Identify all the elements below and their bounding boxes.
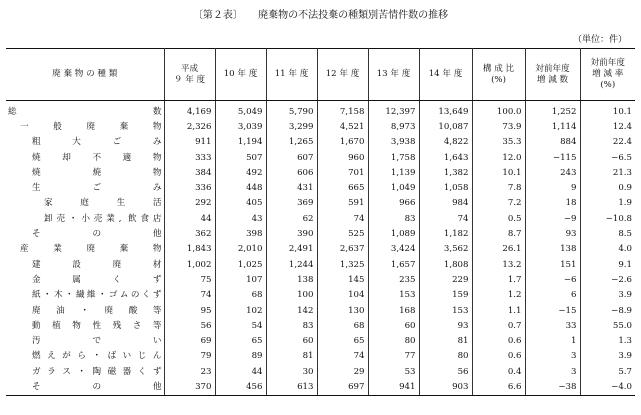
cell-change: 9 <box>525 180 580 195</box>
table-title-text: 廃棄物の不法投棄の種類別苦情件数の推移 <box>258 10 449 21</box>
cell-change: 33 <box>525 318 580 333</box>
cell-h14: 1,058 <box>419 180 472 195</box>
row-label: 家 庭 生 活 <box>6 196 164 211</box>
cell-h11: 138 <box>266 272 317 287</box>
col-h9: 平成 ９ 年 度 <box>164 49 215 101</box>
cell-h10: 405 <box>215 196 266 211</box>
cell-change: −6 <box>525 272 580 287</box>
table-row <box>6 333 635 348</box>
cell-rate: −6.5 <box>580 150 635 165</box>
cell-share: 26.1 <box>472 242 525 257</box>
cell-share: 0.5 <box>472 211 525 226</box>
row-label: 動 植 物 性 残 さ 等 <box>6 318 164 333</box>
table-row <box>6 288 635 303</box>
cell-h12: 65 <box>317 333 368 348</box>
row-label: 金 属 く ず <box>6 272 164 287</box>
cell-h9: 75 <box>164 272 215 287</box>
cell-h10: 68 <box>215 288 266 303</box>
table-row <box>6 257 635 272</box>
table-title <box>0 6 641 21</box>
cell-h12: 1,670 <box>317 135 368 150</box>
cell-change: −38 <box>525 379 580 395</box>
table-row <box>6 226 635 241</box>
cell-h10: 492 <box>215 165 266 180</box>
cell-h12: 4,521 <box>317 119 368 134</box>
cell-h11: 390 <box>266 226 317 241</box>
row-label: 粗 大 ご み <box>6 135 164 150</box>
cell-share: 0.6 <box>472 349 525 364</box>
unit-note: （単位：件） <box>572 35 627 45</box>
cell-h14: 74 <box>419 211 472 226</box>
col-h12: 12 年 度 <box>317 49 368 101</box>
table-row <box>6 379 635 395</box>
cell-rate: 12.4 <box>580 119 635 134</box>
cell-change: 18 <box>525 196 580 211</box>
cell-change: −9 <box>525 211 580 226</box>
table-row <box>6 196 635 211</box>
cell-h13: 3,938 <box>368 135 419 150</box>
cell-h10: 102 <box>215 303 266 318</box>
cell-share: 10.1 <box>472 165 525 180</box>
cell-h12: 130 <box>317 303 368 318</box>
cell-rate: 3.9 <box>580 349 635 364</box>
cell-h13: 53 <box>368 364 419 379</box>
cell-share: 73.9 <box>472 119 525 134</box>
cell-rate: 9.1 <box>580 257 635 272</box>
col-share: 構 成 比 (%) <box>472 49 525 101</box>
table-row <box>6 180 635 195</box>
row-label: 総 数 <box>6 101 164 120</box>
cell-h12: 68 <box>317 318 368 333</box>
row-label: 建 設 廃 材 <box>6 257 164 272</box>
col-h14: 14 年 度 <box>419 49 472 101</box>
cell-h11: 607 <box>266 150 317 165</box>
cell-h13: 60 <box>368 318 419 333</box>
cell-h10: 3,039 <box>215 119 266 134</box>
cell-h10: 89 <box>215 349 266 364</box>
cell-h10: 65 <box>215 333 266 348</box>
cell-change: 3 <box>525 364 580 379</box>
col-h10: 10 年 度 <box>215 49 266 101</box>
cell-share: 0.6 <box>472 333 525 348</box>
cell-rate: −4.0 <box>580 379 635 395</box>
cell-rate: 22.4 <box>580 135 635 150</box>
table-row <box>6 364 635 379</box>
cell-change: 1,252 <box>525 101 580 120</box>
cell-h11: 83 <box>266 318 317 333</box>
cell-h10: 1,025 <box>215 257 266 272</box>
cell-h9: 79 <box>164 349 215 364</box>
cell-h12: 665 <box>317 180 368 195</box>
cell-h13: 8,973 <box>368 119 419 134</box>
row-label: 一 般 廃 棄 物 <box>6 119 164 134</box>
cell-h11: 62 <box>266 211 317 226</box>
cell-rate: −10.8 <box>580 211 635 226</box>
cell-h14: 1,808 <box>419 257 472 272</box>
cell-h13: 1,139 <box>368 165 419 180</box>
cell-h12: 960 <box>317 150 368 165</box>
table-row <box>6 349 635 364</box>
cell-rate: 8.5 <box>580 226 635 241</box>
col-h13: 13 年 度 <box>368 49 419 101</box>
cell-h14: 10,087 <box>419 119 472 134</box>
cell-rate: 10.1 <box>580 101 635 120</box>
cell-share: 0.4 <box>472 364 525 379</box>
cell-share: 7.8 <box>472 180 525 195</box>
cell-h10: 107 <box>215 272 266 287</box>
cell-h12: 74 <box>317 211 368 226</box>
cell-h14: 13,649 <box>419 101 472 120</box>
cell-h12: 1,325 <box>317 257 368 272</box>
table-row <box>6 101 635 120</box>
cell-h9: 370 <box>164 379 215 395</box>
row-label: ガ ラ ス ・ 陶 磁 器 く ず <box>6 364 164 379</box>
table-number: 〔第２表〕 <box>192 10 243 21</box>
cell-rate: 21.3 <box>580 165 635 180</box>
row-label: 焼 焼 物 <box>6 165 164 180</box>
row-label: 廃 油 ・ 廃 酸 等 <box>6 303 164 318</box>
cell-share: 100.0 <box>472 101 525 120</box>
cell-h10: 448 <box>215 180 266 195</box>
cell-h12: 2,637 <box>317 242 368 257</box>
cell-h14: 903 <box>419 379 472 395</box>
cell-h9: 44 <box>164 211 215 226</box>
row-label: そ の 他 <box>6 226 164 241</box>
cell-h10: 456 <box>215 379 266 395</box>
cell-h11: 5,790 <box>266 101 317 120</box>
cell-h11: 60 <box>266 333 317 348</box>
cell-h13: 1,657 <box>368 257 419 272</box>
cell-change: 884 <box>525 135 580 150</box>
cell-share: 1.7 <box>472 272 525 287</box>
table-row <box>6 119 635 134</box>
cell-h11: 142 <box>266 303 317 318</box>
cell-h11: 431 <box>266 180 317 195</box>
cell-h14: 4,822 <box>419 135 472 150</box>
cell-change: 138 <box>525 242 580 257</box>
cell-h14: 81 <box>419 333 472 348</box>
cell-share: 1.2 <box>472 288 525 303</box>
cell-h10: 43 <box>215 211 266 226</box>
cell-h13: 77 <box>368 349 419 364</box>
cell-h12: 701 <box>317 165 368 180</box>
cell-h12: 697 <box>317 379 368 395</box>
cell-change: 1,114 <box>525 119 580 134</box>
row-label: 焼 却 不 適 物 <box>6 150 164 165</box>
cell-h9: 2,326 <box>164 119 215 134</box>
cell-h13: 168 <box>368 303 419 318</box>
cell-h9: 911 <box>164 135 215 150</box>
cell-change: −15 <box>525 303 580 318</box>
cell-h13: 1,758 <box>368 150 419 165</box>
cell-h9: 4,169 <box>164 101 215 120</box>
cell-h9: 95 <box>164 303 215 318</box>
cell-h11: 369 <box>266 196 317 211</box>
cell-h9: 362 <box>164 226 215 241</box>
cell-change: 243 <box>525 165 580 180</box>
table-row <box>6 242 635 257</box>
cell-share: 12.0 <box>472 150 525 165</box>
cell-rate: 3.9 <box>580 288 635 303</box>
cell-h11: 100 <box>266 288 317 303</box>
cell-h11: 1,244 <box>266 257 317 272</box>
cell-share: 0.7 <box>472 318 525 333</box>
cell-h10: 44 <box>215 364 266 379</box>
cell-h12: 74 <box>317 349 368 364</box>
cell-rate: 5.7 <box>580 364 635 379</box>
cell-share: 13.2 <box>472 257 525 272</box>
cell-h13: 966 <box>368 196 419 211</box>
row-label: 紙・木・繊維・ゴムのくず <box>6 288 164 303</box>
cell-h14: 153 <box>419 303 472 318</box>
cell-change: 1 <box>525 333 580 348</box>
cell-h12: 145 <box>317 272 368 287</box>
cell-share: 35.3 <box>472 135 525 150</box>
col-change: 対前年度 増 減 数 <box>525 49 580 101</box>
cell-h13: 83 <box>368 211 419 226</box>
col-rate: 対前年度 増 減 率 (%) <box>580 49 635 101</box>
cell-h13: 153 <box>368 288 419 303</box>
table-row <box>6 211 635 226</box>
cell-h14: 1,382 <box>419 165 472 180</box>
cell-h10: 507 <box>215 150 266 165</box>
table-row <box>6 318 635 333</box>
row-label: 汚 で い <box>6 333 164 348</box>
cell-h9: 384 <box>164 165 215 180</box>
cell-change: 6 <box>525 288 580 303</box>
cell-h12: 104 <box>317 288 368 303</box>
cell-rate: 55.0 <box>580 318 635 333</box>
cell-h13: 941 <box>368 379 419 395</box>
cell-h14: 1,643 <box>419 150 472 165</box>
cell-h14: 984 <box>419 196 472 211</box>
cell-h13: 80 <box>368 333 419 348</box>
cell-h9: 336 <box>164 180 215 195</box>
table-row <box>6 150 635 165</box>
cell-h10: 54 <box>215 318 266 333</box>
cell-rate: 4.0 <box>580 242 635 257</box>
cell-h12: 591 <box>317 196 368 211</box>
cell-h13: 12,397 <box>368 101 419 120</box>
cell-h14: 1,182 <box>419 226 472 241</box>
cell-h10: 398 <box>215 226 266 241</box>
cell-h10: 5,049 <box>215 101 266 120</box>
cell-h12: 525 <box>317 226 368 241</box>
cell-h14: 93 <box>419 318 472 333</box>
col-category: 廃 棄 物 の 種 類 <box>6 49 164 101</box>
cell-h9: 1,002 <box>164 257 215 272</box>
cell-h12: 29 <box>317 364 368 379</box>
cell-h14: 3,562 <box>419 242 472 257</box>
cell-h11: 81 <box>266 349 317 364</box>
cell-h11: 1,265 <box>266 135 317 150</box>
cell-h13: 1,049 <box>368 180 419 195</box>
table-row <box>6 135 635 150</box>
cell-h9: 292 <box>164 196 215 211</box>
cell-h11: 2,491 <box>266 242 317 257</box>
cell-h14: 229 <box>419 272 472 287</box>
cell-change: 3 <box>525 349 580 364</box>
cell-h14: 56 <box>419 364 472 379</box>
cell-h13: 1,089 <box>368 226 419 241</box>
row-label: 生 ご み <box>6 180 164 195</box>
table-body <box>6 101 635 396</box>
cell-h10: 2,010 <box>215 242 266 257</box>
cell-share: 1.1 <box>472 303 525 318</box>
cell-rate: 1.9 <box>580 196 635 211</box>
cell-rate: −2.6 <box>580 272 635 287</box>
cell-h9: 1,843 <box>164 242 215 257</box>
cell-h11: 3,299 <box>266 119 317 134</box>
cell-h11: 606 <box>266 165 317 180</box>
table-row <box>6 165 635 180</box>
cell-share: 7.2 <box>472 196 525 211</box>
header-row <box>6 49 635 101</box>
cell-h10: 1,194 <box>215 135 266 150</box>
row-label: 燃 え が ら ・ ば い じ ん <box>6 349 164 364</box>
col-h11: 11 年 度 <box>266 49 317 101</box>
table-row <box>6 303 635 318</box>
row-label: 産 業 廃 棄 物 <box>6 242 164 257</box>
cell-h9: 23 <box>164 364 215 379</box>
cell-h13: 3,424 <box>368 242 419 257</box>
cell-change: −115 <box>525 150 580 165</box>
cell-h9: 69 <box>164 333 215 348</box>
cell-rate: 1.3 <box>580 333 635 348</box>
cell-change: 151 <box>525 257 580 272</box>
cell-h11: 30 <box>266 364 317 379</box>
cell-h14: 159 <box>419 288 472 303</box>
cell-share: 6.6 <box>472 379 525 395</box>
cell-rate: 0.9 <box>580 180 635 195</box>
cell-h14: 80 <box>419 349 472 364</box>
cell-h13: 235 <box>368 272 419 287</box>
cell-rate: −8.9 <box>580 303 635 318</box>
table-row <box>6 272 635 287</box>
cell-h11: 613 <box>266 379 317 395</box>
cell-change: 93 <box>525 226 580 241</box>
row-label: 卸売・小売業, 飲食店 <box>6 211 164 226</box>
cell-h9: 56 <box>164 318 215 333</box>
cell-h9: 333 <box>164 150 215 165</box>
cell-h9: 74 <box>164 288 215 303</box>
complaints-table <box>6 48 635 396</box>
row-label: そ の 他 <box>6 379 164 395</box>
cell-share: 8.7 <box>472 226 525 241</box>
cell-h12: 7,158 <box>317 101 368 120</box>
